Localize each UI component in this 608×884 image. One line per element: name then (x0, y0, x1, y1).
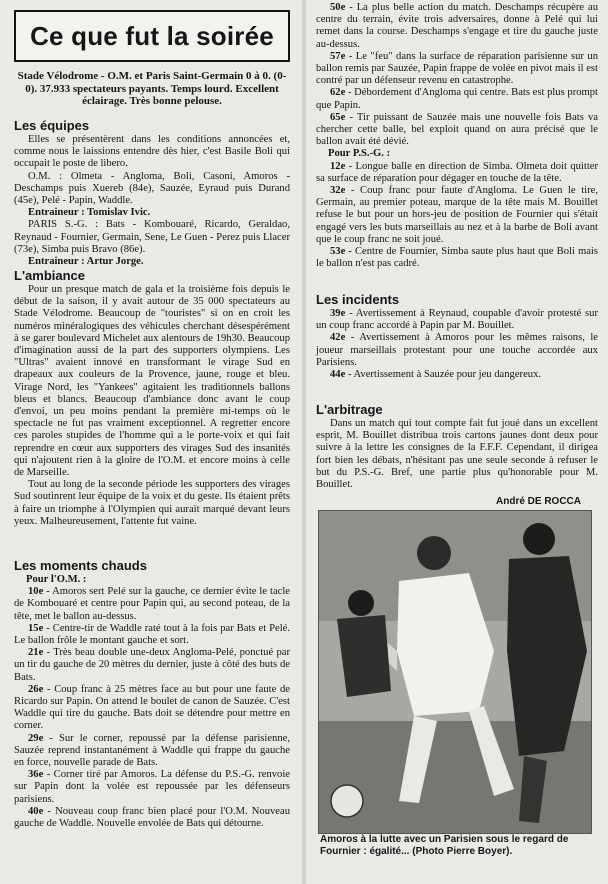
equipes-text (14, 134, 290, 268)
incident-text: - Avertissement à Reynaud, coupable d'avoir protesté sur un coup franc accordé à Papin par M. Bouillet. (316, 308, 598, 332)
headline: Ce que fut la soirée (14, 10, 290, 62)
incident-item (316, 369, 598, 381)
section-title-ambiance: L'ambiance (14, 268, 86, 283)
moment-om-late-text: - Le "feu" dans la surface de réparation parisienne sur un ballon remis par Sauzée, Papin frappe de volée en pivot mais il est contré par un défenseur revenu en catastrophe. (316, 50, 598, 87)
moments-right-text (316, 2, 598, 270)
moment-psg-text: - Coup franc pour faute d'Angloma. Le Guen le tire, Germain, au premier poteau, marque de la tête mais M. Bouillet refuse le but pour un hors-jeu de position de Fournier qui s'était engagé vers les buts marseillais au nez et à la barbe de Boli avant que le coup franc ne soit joué. (316, 185, 598, 245)
section-title-incidents: Les incidents (316, 292, 400, 307)
moment-om-text: - Amoros sert Pelé sur la gauche, ce dernier évite le tacle de Kombouaré et centre pour Papin qui, au second poteau, de la tête, met le ballon au-dessus. (14, 586, 290, 622)
moment-psg-item (316, 185, 598, 246)
moment-om-item (14, 586, 290, 623)
moment-om-text: - Corner tiré par Amoros. La défense du P.S.-G. renvoie sur Papin dont la volée est repoussée par les défenseurs parisiens. (14, 769, 290, 805)
moment-om-text: - Très beau double une-deux Angloma-Pelé, ponctué par un tir du gauche de 20 mètres du dernier, juste à côté des buts de Bats. (14, 647, 290, 683)
match-photo (318, 510, 592, 834)
left-column (0, 0, 300, 884)
moment-om-minute: 10e (28, 586, 44, 598)
moment-om-minute: 29e (28, 732, 44, 744)
incidents-list (316, 308, 598, 381)
moment-psg-text: - Centre de Fournier, Simba saute plus haut que Boli mais le ballon n'est pas cadré. (316, 246, 598, 270)
moment-om-late-minute: 50e (330, 2, 346, 13)
moment-om-minute: 36e (28, 769, 44, 781)
om-lineup: O.M. : Olmeta - Angloma, Boli, Casoni, Amoros - Deschamps puis Xuereb (84e), Sauzée, Eyraud puis Durand (45e), Pelé - Papin, Waddle. (14, 170, 290, 207)
arbitrage-text (316, 418, 598, 491)
moment-om-late-item (316, 2, 598, 51)
moment-om-late-minute: 62e (330, 87, 346, 99)
moments-left-list (14, 586, 290, 830)
moment-psg-text: - Longue balle en direction de Simba. Olmeta doit quitter sa surface de réparation pour dégager en touche de la tête. (316, 160, 598, 184)
moment-om-late-item (316, 51, 598, 88)
moment-om-text: - Coup franc à 25 mètres face au but pour une faute de Ricardo sur Papin. On attend le boulet de canon de Sauzée. C'est Waddle qui tire du gauche. Bats doit se détendre pour mettre en corner. (14, 683, 290, 732)
moment-om-late-minute: 57e (330, 50, 346, 62)
moment-om-late-text: - Tir puissant de Sauzée mais une nouvelle fois Bats va chercher cette balle, bel exploit quand on aura précisé que le ballon avait été dévié. (316, 111, 598, 148)
moment-om-item (14, 684, 290, 733)
photo-caption: Amoros à la lutte avec un Parisien sous le regard de Fournier : égalité... (Photo Pierre Boyer). (320, 834, 569, 857)
psg-lineup: PARIS S.-G. : Bats - Kombouaré, Ricardo, Geraldao, Reynaud - Fournier, Germain, Sene, Le Guen - Perez puis Llacer (73e), Simba puis Bravo (86e). (14, 219, 290, 255)
moment-psg-minute: 12e (330, 160, 346, 172)
moment-om-text: - Centre-tir de Waddle raté tout à la fois par Bats et Pelé. Le ballon frôle le montant gauche et sort. (14, 622, 290, 647)
moment-om-late-text: - La plus belle action du match. Deschamps récupère au centre du terrain, évite trois adversaires, donne à Pelé qui lui remet dans la course. Deschamps s'engage et tire du gauche juste au-dessus. (316, 2, 598, 50)
arbitrage-paragraph: Dans un match qui tout compte fait fut joué dans un excellent esprit, M. Bouillet distribua trois cartons jaunes dont deux pour suivre à la lettre les consignes de la F.F.F. Cependant, il dirigea fort bien les débats, n'hésitant pas une seule seconde à refuser le but du P.S.-G. Bref, une partie plus qu'honorable pour M. Bouillet. (316, 418, 598, 491)
om-label: Pour l'O.M. : (26, 574, 87, 585)
moment-om-item (14, 769, 290, 806)
om-coach: Entraineur : Tomislav Ivic. (28, 207, 151, 219)
incident-minute: 44e (330, 369, 346, 381)
ambiance-text (14, 284, 290, 528)
moment-om-minute: 21e (28, 647, 44, 659)
moment-om-minute: 15e (28, 622, 44, 634)
moment-om-item (14, 806, 290, 830)
moment-psg-minute: 32e (330, 185, 346, 197)
moment-om-item (14, 733, 290, 770)
incident-item (316, 332, 598, 369)
moment-psg-minute: 53e (330, 246, 346, 258)
psg-coach: Entraineur : Artur Jorge. (28, 256, 144, 268)
incident-text: - Avertissement à Sauzée pour jeu dangereux. (345, 369, 542, 381)
incidents-text (316, 308, 598, 381)
moment-om-late-item (316, 87, 598, 111)
author-signature: André DE ROCCA (496, 496, 582, 507)
psg-label: Pour P.S.-G. : (328, 148, 391, 160)
moment-om-item (14, 647, 290, 684)
moments-right-psg-list (316, 161, 598, 271)
moment-om-text: - Nouveau coup franc bien placé pour l'O.M. Nouveau gauche de Waddle. Nouvelle envolée de Bats qui détourne. (14, 805, 290, 830)
section-title-moments: Les moments chauds (14, 558, 147, 573)
ambiance-paragraph-2: Tout au long de la seconde période les supporters des virages Sud soutinrent leur équipe de la voix et du geste. Ils étaient prêts à faire un triomphe à l'Olympien qui aurait marqué devant leurs yeux. Malheureusement, l'attente fut vaine. (14, 479, 290, 527)
match-summary: Stade Vélodrome - O.M. et Paris Saint-Germain 0 à 0. (0-0). 37.933 spectateurs payants. Temps lourd. Excellent éclairage. Très bonne pelouse. (17, 70, 287, 107)
moment-om-minute: 40e (28, 805, 44, 817)
moment-psg-item (316, 161, 598, 185)
incident-minute: 42e (330, 332, 346, 344)
ball-icon (331, 785, 363, 817)
equipes-intro: Elles se présentèrent dans les conditions annoncées et, comme nous le laissions entendre dès hier, c'est Basile Boli qui occupait le poste de libero. (14, 134, 290, 170)
players-illustration (319, 511, 591, 833)
moment-om-minute: 26e (28, 683, 44, 695)
moment-psg-item (316, 246, 598, 270)
section-title-equipes: Les équipes (14, 118, 90, 133)
moments-left-text (14, 574, 290, 830)
section-title-arbitrage: L'arbitrage (316, 402, 383, 417)
moment-om-late-text: - Débordement d'Angloma qui centre. Bats est plus prompt que Papin. (316, 87, 598, 111)
moment-om-late-minute: 65e (330, 111, 346, 123)
column-divider (302, 0, 306, 884)
incident-text: - Avertissement à Amoros pour les mêmes raisons, le joueur marseillais protestant pour une touche accordée aux Parisiens. (316, 332, 598, 368)
moment-om-item (14, 623, 290, 647)
ambiance-paragraph-1: Pour un presque match de gala et la troisième fois depuis le début de la saison, il y avait autour de 35 000 spectateurs au Stade Vélodrome. Beaucoup de "touristes" si on en croit les numéros minéralogiques des véhicules cherchant désespérément à se garer boulevard Michelet aux alentours de 19h30. Beaucoup d'imagination aussi de la part des supporters olympiens. Les "Ultras" avaient innové en transformant le virage Sud en drapeaux aux couleurs de la Provence, jaune, rouge et bleu. Virage Nord, les "Yankees" agitaient les traditionnels ballons bleus et blancs. Beaucoup d'ambiance donc avant le coup d'envoi, un peu moins pendant la première mi-temps où le spectacle ne fut pas vraiment exceptionnel. A regretter encore ces paroles stupides de l'homme qui a le porte-voix et qui fait reprendre en cœur aux supporters des virages Sud des insanités qui n'ajoutent rien à la gloire de l'O.M. et encore moins à celle de Marseille. (14, 284, 290, 479)
moments-right-om-list (316, 2, 598, 148)
incident-minute: 39e (330, 308, 346, 319)
moment-om-late-item (316, 112, 598, 149)
incident-item (316, 308, 598, 332)
moment-om-text: - Sur le corner, repoussé par la défense parisienne, Sauzée reprend instantanément à Waddle qui frappe du gauche en force, nouvelle parade de Bats. (14, 732, 290, 769)
